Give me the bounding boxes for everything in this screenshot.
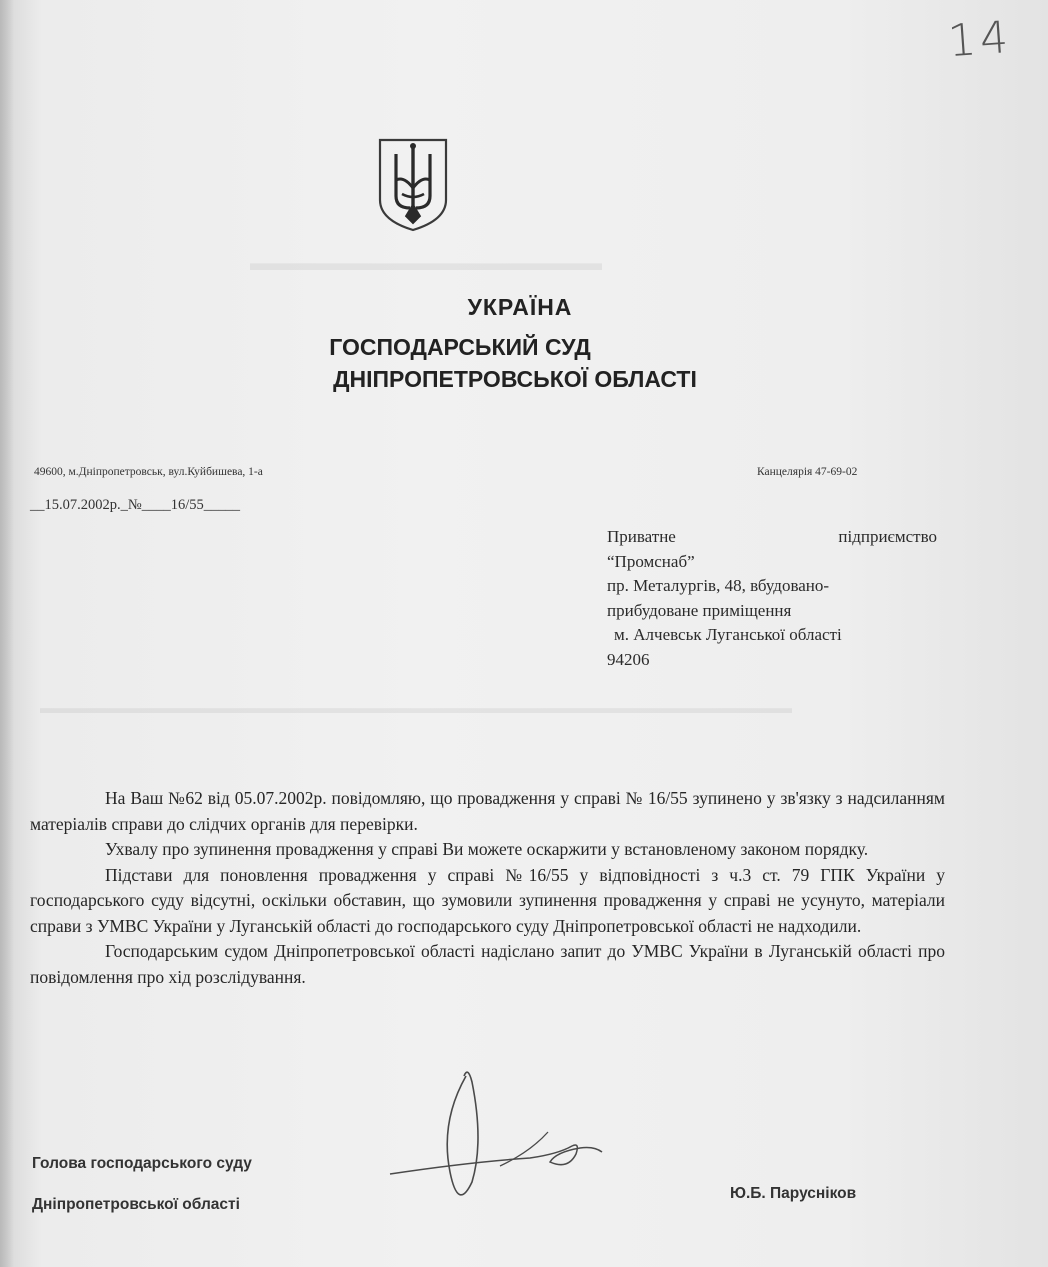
recipient-type-cont: підприємство [838,527,937,546]
recipient-postcode: 94206 [607,649,650,669]
recipient-company: “Промснаб” [607,551,695,571]
signatory-title-line1: Голова господарського суду [32,1155,252,1172]
handwritten-signature [380,1062,610,1222]
recipient-block [607,525,937,672]
trident-emblem-icon [376,136,450,232]
court-heading: ГОСПОДАРСЬКИЙ СУД [329,334,591,360]
body-paragraph: Господарським судом Дніпропетровської області надіслано запит до УМВС України в Луганській області про повідомлення про хід розслідування. [30,941,945,987]
recipient-type: Приватне [607,527,676,546]
court-phone: Канцелярія 47-69-02 [757,466,858,478]
body-paragraph: Підстави для поновлення провадження у справі №16/55 у відповідності з ч.3 ст. 79 ГПК України у господарського суду відсутні, оскільки обставин, що зумовили зупинення провадження у справі не усунуто, матеріали справи з УМВС України у Луганській області до господарського суду Дніпропетровської області не надходили. [30,864,945,936]
page-edge-shadow [0,0,14,1267]
recipient-line [607,525,937,550]
bleed-through-text: ▬▬▬▬▬▬▬▬▬▬▬▬▬▬▬▬▬▬▬▬▬▬▬▬▬▬▬▬▬▬▬▬▬▬▬▬▬▬▬▬▬▬▬▬▬▬▬ [40,700,792,717]
recipient-city: м. Алчевськ Луганської області [614,625,842,644]
country-heading: УКРАЇНА [467,294,573,320]
body-paragraph: На Ваш №62 від 05.07.2002р. повідомляю, що провадження у справі № 16/55 зупинено у зв'язку з надсиланням матеріалів справи до слідчих органів для перевірки. [30,788,945,834]
signatory-title-line2: Дніпропетровської області [32,1196,240,1213]
signatory-name: Ю.Б. Паруснiков [730,1185,857,1202]
bleed-through-text: ▬▬▬▬▬▬▬▬▬▬▬▬▬▬▬▬ [250,250,602,275]
outgoing-date-number: __15.07.2002р._№____16/55_____ [30,497,240,513]
recipient-street: пр. Металургів, 48, вбудовано- [607,576,830,595]
letter-body [30,786,945,990]
court-address: 49600, м.Дніпропетровськ, вул.Куйбишева, 1-а [34,466,263,478]
recipient-premises: прибудоване приміщення [607,600,792,620]
body-paragraph: Ухвалу про зупинення провадження у справі Ви можете оскаржити у встановленому законом порядку. [105,839,869,859]
region-heading: ДНІПРОПЕТРОВСЬКОЇ ОБЛАСТІ [333,366,697,392]
handwritten-page-number: 14 [946,11,1014,68]
